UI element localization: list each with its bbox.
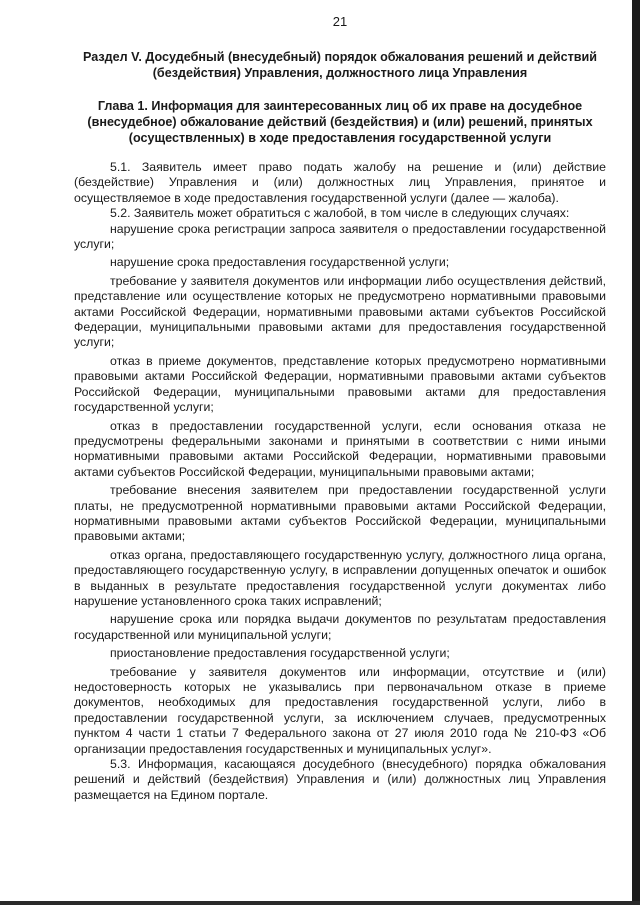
list-item: требование у заявителя документов или информации, отсутствие и (или) недостоверность которых не указывались при первоначальном отказе в приеме документов, необходимых для предоставления государственной услуги, либо в предоставлении государственной услуги, за исключением случаев, предусмотренных пунктом 4 части 1 статьи 7 Федерального закона от 27 июля 2010 года № 210-ФЗ «Об организации предоставления государственных и муниципальных услуг». (74, 664, 606, 756)
document-body (74, 160, 606, 803)
list-item: отказ в приеме документов, представление которых предусмотрено нормативными правовыми актами Российской Федерации, нормативными правовыми актами субъектов Российской Федерации, муниципальными правовыми актами для предоставления государственной услуги; (74, 353, 606, 415)
list-item: приостановление предоставления государственной услуги; (110, 646, 450, 661)
list-item: нарушение срока регистрации запроса заявителя о предоставлении государственной услуги; (74, 221, 606, 252)
section-title: Раздел V. Досудебный (внесудебный) порядок обжалования решений и действий (бездействия) Управления, должностного лица Управления (83, 50, 597, 80)
scan-edge-right (632, 0, 640, 905)
scan-edge-bottom (0, 901, 640, 905)
paragraph-5-3: 5.3. Информация, касающаяся досудебного (внесудебного) порядка обжалования решений и действий (бездействия) Управления и (или) должностных лиц Управления размещается на Едином портале. (74, 757, 606, 802)
chapter-title: Глава 1. Информация для заинтересованных лиц об их праве на досудебное (внесудебное) обжалование действий (бездействия) и (или) решений, принятых (осуществленных) в ходе предоставления государственной услуги (87, 99, 593, 145)
list-item: нарушение срока или порядка выдачи документов по результатам предоставления государственной или муниципальной услуги; (74, 612, 606, 642)
list-item: нарушение срока предоставления государственной услуги; (110, 255, 450, 270)
paragraph-5-2: 5.2. Заявитель может обратиться с жалобой, в том числе в следующих случаях: (110, 206, 570, 221)
paragraph-5-1: 5.1. Заявитель имеет право подать жалобу на решение и (или) действие (бездействие) Управления и (или) должностных лиц Управления, принятое и осуществляемое в ходе предоставления государственной услуги (далее — жалоба). (74, 160, 606, 205)
document-page (74, 14, 606, 803)
list-item: требование внесения заявителем при предоставлении государственной услуги платы, не предусмотренной нормативными правовыми актами Российской Федерации, нормативными правовыми актами субъектов Российской Федерации, муниципальными правовыми актами; (74, 483, 606, 544)
list-item: отказ в предоставлении государственной услуги, если основания отказа не предусмотрены федеральными законами и принятыми в соответствии с ними иными нормативными правовыми актами Российской Федерации, нормативными правовыми актами субъектов Российской Федерации, муниципальными правовыми актами; (74, 418, 606, 479)
list-item: отказ органа, предоставляющего государственную услугу, должностного лица органа, предоставляющего государственную услугу, в исправлении допущенных опечаток и ошибок в выданных в результате предоставления государственной услуги документах либо нарушение установленного срока таких исправлений; (74, 547, 606, 608)
list-item: требование у заявителя документов или информации либо осуществления действий, представление или осуществление которых не предусмотрено нормативными правовыми актами Российской Федерации, нормативными правовыми актами субъектов Российской Федерации, муниципальными правовыми актами для предоставления государственной услуги; (74, 273, 606, 350)
page-number: 21 (332, 14, 348, 29)
